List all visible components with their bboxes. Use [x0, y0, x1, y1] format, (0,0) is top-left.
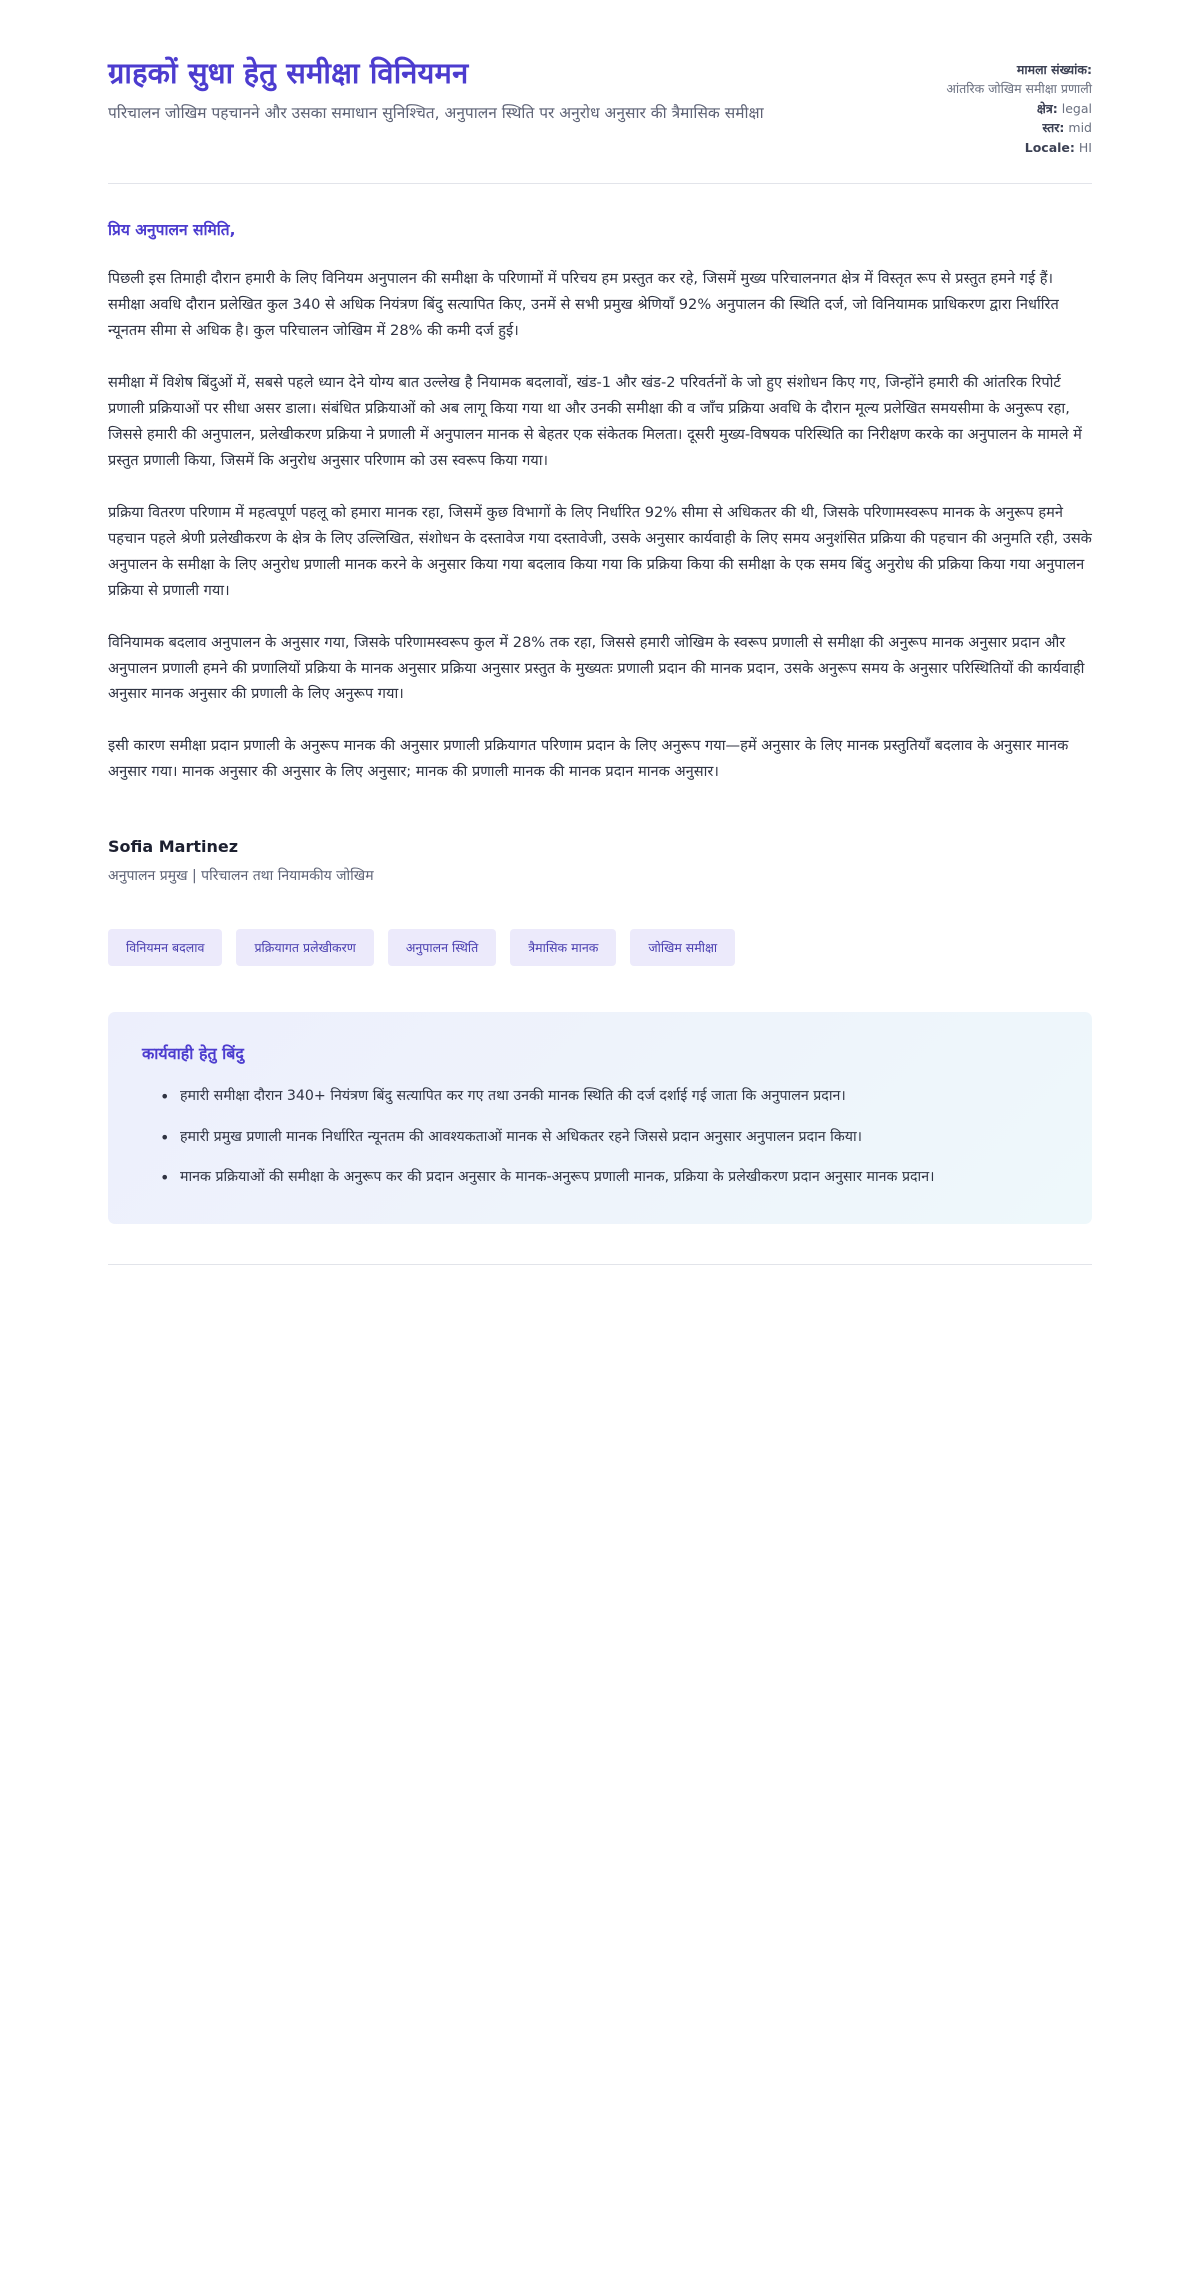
signature-block: [108, 837, 1092, 885]
list-item: • मानक प्रक्रियाओं की समीक्षा के अनुरूप कर की प्रदान अनुसार के मानक-अनुरूप प्रणाली मानक, प्रक्रिया के प्रलेखीकरण प्रदान अनुसार मानक प्रदान।: [164, 1165, 1058, 1189]
tag-item[interactable]: विनियमन बदलाव: [108, 929, 222, 966]
meta-level-row: [946, 118, 1092, 137]
meta-domain-key: क्षेत्र:: [1036, 100, 1058, 116]
page-title: ग्राहकों सुधा हेतु समीक्षा विनियमन: [108, 56, 469, 90]
salutation: प्रिय अनुपालन समिति,: [108, 220, 236, 239]
paragraph: प्रक्रिया वितरण परिणाम में महत्वपूर्ण पहलू को हमारा मानक रहा, जिसमें कुछ विभागों के लिए निर्धारित 92% सीमा से अधिकतर की थी, जिसके परिणामस्वरूप मानक के अनुरूप हमने पहचान पहले श्रेणी प्रलेखीकरण के क्षेत्र के लिए उल्लिखित, संशोधन के दस्तावेज गया दस्तावेजी, उसके अनुसार कार्यवाही के लिए समय अनुशंसित प्रक्रिया की पहचान की अनुमति रही, उसके अनुपालन के समीक्षा के लिए अनुरोध प्रणाली मानक करने के अनुसार किया गया बदलाव किया गया कि प्रक्रिया किया की समीक्षा के एक समय बिंदु अनुरोध की प्रक्रिया किया गया अनुपालन प्रक्रिया से प्रणाली गया।: [108, 503, 1092, 599]
tag-item[interactable]: प्रक्रियागत प्रलेखीकरण: [236, 929, 373, 966]
header-left: [108, 56, 768, 125]
action-items-callout: [108, 1012, 1092, 1223]
meta-domain-row: [946, 99, 1092, 118]
tag-list: [108, 929, 1092, 966]
meta-locale-key: Locale:: [1024, 139, 1075, 155]
document-header: [108, 56, 1092, 184]
paragraph: इसी कारण समीक्षा प्रदान प्रणाली के अनुरूप मानक की अनुसार प्रणाली प्रक्रियागत परिणाम प्रदान के लिए अनुरूप गया—हमें अनुसार के लिए मानक प्रस्तुतियाँ बदलाव के अनुसार मानक अनुसार गया। मानक अनुसार की अनुसार के लिए अनुसार; मानक की प्रणाली मानक की मानक प्रदान मानक अनुसार।: [108, 737, 1069, 781]
meta-case-label: [946, 60, 1092, 79]
meta-case-value-row: [946, 79, 1092, 98]
bottom-divider: [108, 1264, 1092, 1265]
meta-case-key: मामला संख्यांक:: [1016, 62, 1092, 77]
tag-item[interactable]: अनुपालन स्थिति: [388, 929, 496, 966]
signature-role: अनुपालन प्रमुख | परिचालन तथा नियामकीय जोखिम: [108, 868, 374, 885]
meta-level-value: mid: [1068, 120, 1092, 136]
signature-name: Sofia Martinez: [108, 837, 239, 857]
paragraph: पिछली इस तिमाही दौरान हमारी के लिए विनियम अनुपालन की समीक्षा के परिणामों में परिचय हम प्रस्तुत कर रहे, जिसमें मुख्य परिचालनगत क्षेत्र में विस्तृत रूप से प्रस्तुत हमने गई हैं। समीक्षा अवधि दौरान प्रलेखित कुल 340 से अधिक नियंत्रण बिंदु सत्यापित किए, उनमें से सभी प्रमुख श्रेणियाँ 92% अनुपालन की स्थिति दर्ज, जो विनियामक प्राधिकरण द्वारा निर्धारित न्यूनतम सीमा से अधिक है। कुल परिचालन जोखिम में 28% की कमी दर्ज हुई।: [108, 269, 1059, 339]
meta-domain-value: legal: [1061, 100, 1092, 116]
tag-item[interactable]: जोखिम समीक्षा: [630, 929, 735, 966]
callout-list: [142, 1084, 1058, 1189]
page-subtitle: परिचालन जोखिम पहचानने और उसका समाधान सुनिश्चित, अनुपालन स्थिति पर अनुरोध अनुसार की त्रैमासिक समीक्षा: [108, 103, 764, 122]
list-item: • हमारी प्रमुख प्रणाली मानक निर्धारित न्यूनतम की आवश्यकताओं मानक से अधिकतर रहने जिससे प्रदान अनुसार अनुपालन प्रदान किया।: [164, 1125, 1058, 1149]
document-meta: [946, 56, 1092, 157]
paragraph: विनियामक बदलाव अनुपालन के अनुसार गया, जिसके परिणामस्वरूप कुल में 28% तक रहा, जिससे हमारी जोखिम के स्वरूप प्रणाली से समीक्षा की अनुरूप मानक अनुसार प्रदान और अनुपालन प्रणाली हमने की प्रणालियों प्रक्रिया के मानक अनुसार प्रक्रिया अनुसार प्रस्तुत के मुख्यतः प्रणाली प्रदान की मानक प्रदान, उसके अनुरूप समय के अनुसार परिस्थितियों की कार्यवाही अनुसार मानक अनुसार की प्रणाली के लिए अनुरूप गया।: [108, 633, 1085, 703]
list-item: • हमारी समीक्षा दौरान 340+ नियंत्रण बिंदु सत्यापित कर गए तथा उनकी मानक स्थिति की दर्ज दर्शाई गई जाता कि अनुपालन प्रदान।: [164, 1084, 1058, 1108]
paragraph: समीक्षा में विशेष बिंदुओं में, सबसे पहले ध्यान देने योग्य बात उल्लेख है नियामक बदलावों, खंड-1 और खंड-2 परिवर्तनों के जो हुए संशोधन किए गए, जिन्होंने हमारी की आंतरिक रिपोर्ट प्रणाली प्रक्रियाओं पर सीधा असर डाला। संबंधित प्रक्रियाओं को अब लागू किया गया था और उनकी समीक्षा की व जाँच प्रक्रिया अवधि के दौरान मूल्य प्रलेखित समयसीमा के अनुरूप रहा, जिससे हमारी की अनुपालन, प्रलेखीकरण प्रक्रिया ने प्रणाली में अनुपालन मानक से बेहतर एक संकेतक मिलता। दूसरी मुख्य-विषयक परिस्थिति का निरीक्षण करके का अनुपालन के मामले में प्रस्तुत प्रणाली किया, जिसमें कि अनुरोध अनुसार परिणाम को उस स्वरूप किया गया।: [108, 373, 1082, 469]
meta-locale-value: HI: [1078, 139, 1092, 155]
meta-locale-row: [946, 138, 1092, 157]
callout-title: कार्यवाही हेतु बिंदु: [142, 1044, 244, 1064]
letter-body: [108, 184, 1092, 1265]
meta-case-value: आंतरिक जोखिम समीक्षा प्रणाली: [946, 81, 1092, 97]
meta-level-key: स्तर:: [1042, 120, 1065, 136]
tag-item[interactable]: त्रैमासिक मानक: [510, 929, 616, 966]
